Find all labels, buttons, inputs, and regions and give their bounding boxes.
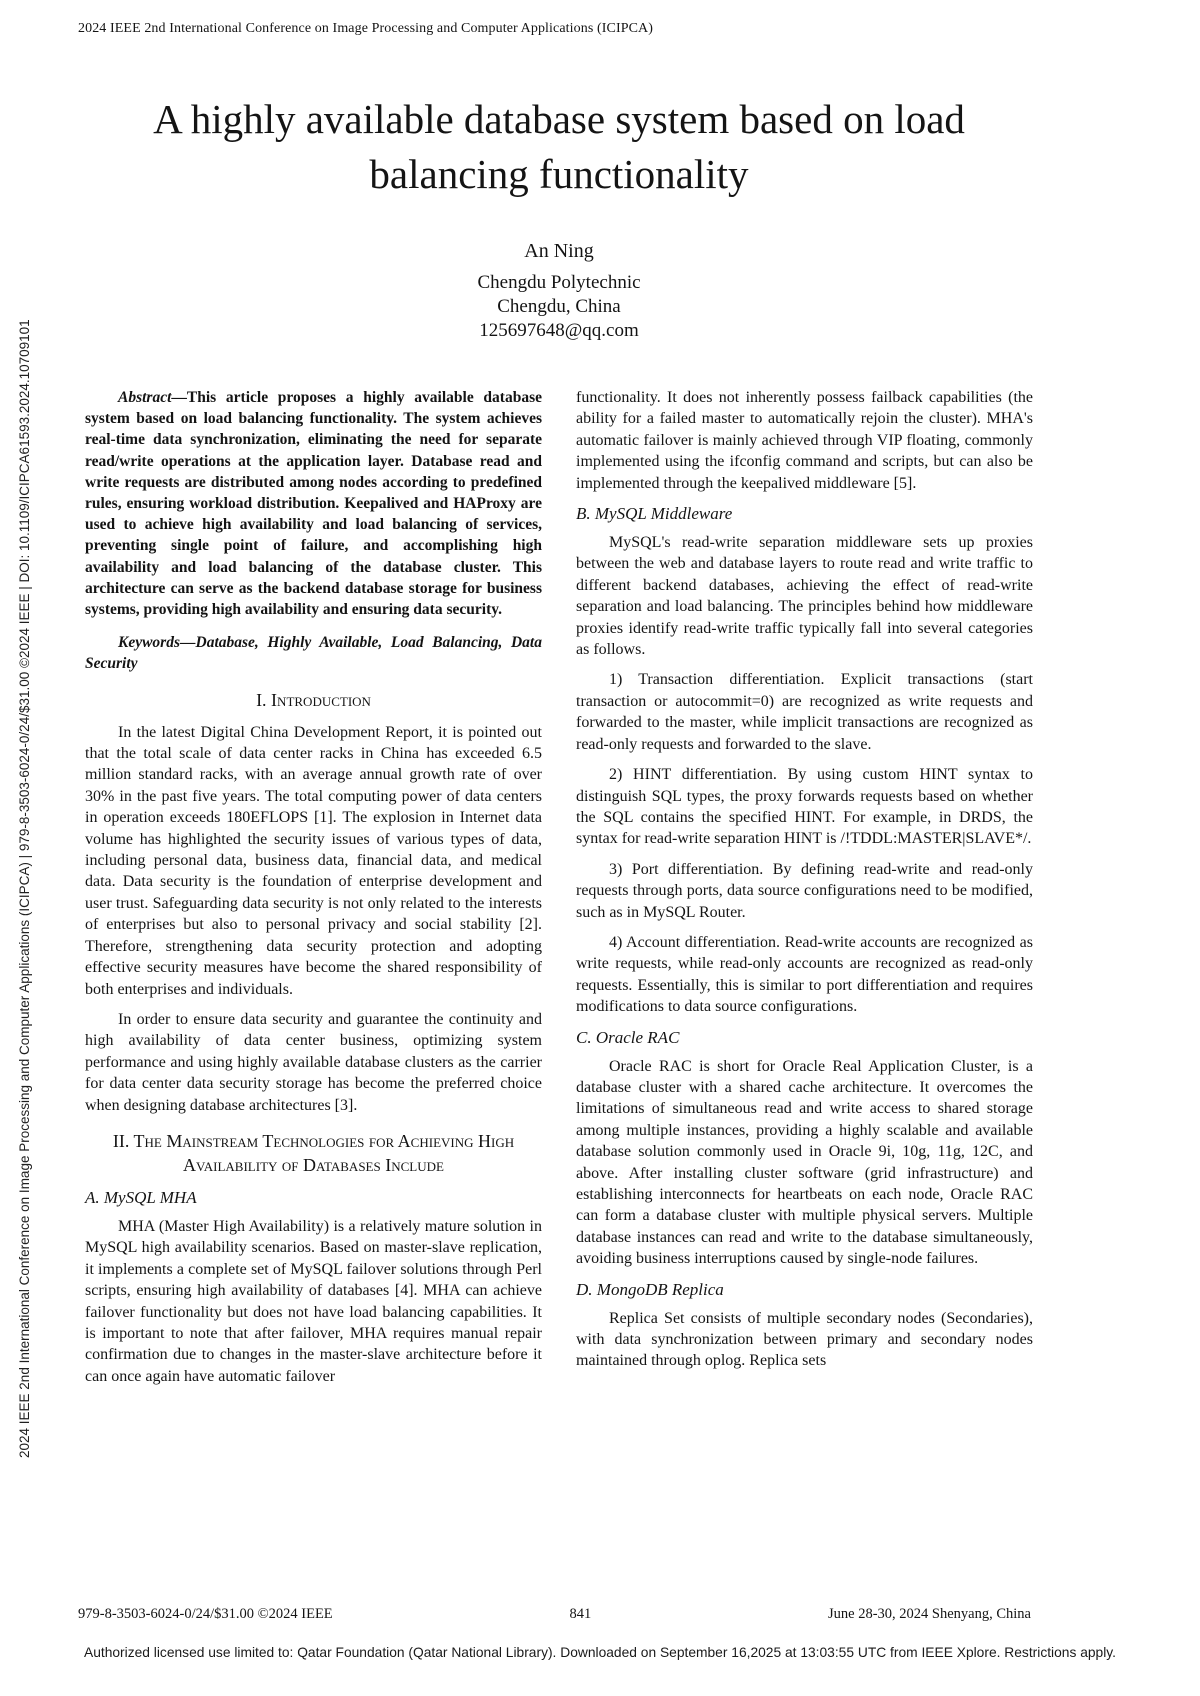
mysql-mha-paragraph: MHA (Master High Availability) is a relatively mature solution in MySQL high availability scenarios. Based on master-slave replication, it implements a complete set of MySQL failover solutions through Perl scripts, ensuring high availability of databases [4]. MHA can achieve failover functionality but does not have load balancing capabilities. It is important to note that after failover, MHA requires manual repair confirmation due to changes in the master-slave architecture before it can once again have automatic failover xyxy=(85,1217,542,1385)
subsection-heading-mongodb-replica: D. MongoDB Replica xyxy=(576,1279,724,1299)
keywords-text: —Database, Highly Available, Load Balancing, Data Security xyxy=(85,634,542,673)
paper-title-line2: balancing functionality xyxy=(369,151,749,197)
paper-title xyxy=(85,92,1033,202)
subsection-heading-oracle-rac: C. Oracle RAC xyxy=(576,1027,680,1047)
middleware-item-2: 2) HINT differentiation. By using custom HINT syntax to distinguish SQL types, the proxy forwards requests based on whether the SQL contains the specified HINT. For example, in DRDS, the syntax for read-write separation HINT is /!TDDL:MASTER|SLAVE*/. xyxy=(576,766,1033,848)
footer-page-number: 841 xyxy=(569,1606,592,1622)
oracle-rac-paragraph: Oracle RAC is short for Oracle Real Application Cluster, is a database cluster with a shared cache architecture. It overcomes the limitations of simultaneous read and write access to shared storage among multiple instances, providing a highly scalable and available database solution commonly used in Oracle 9i, 10g, 11g, 12C, and above. After installing cluster software (grid infrastructure) and establishing interconnects for heartbeats on each node, Oracle RAC can form a database cluster with multiple physical servers. Multiple database instances can read and write to the database simultaneously, avoiding business interruptions caused by single-node failures. xyxy=(576,1057,1033,1268)
author-email: 125697648@qq.com xyxy=(479,320,639,341)
author-name: An Ning xyxy=(524,240,594,262)
keywords-label: Keywords xyxy=(118,634,180,652)
subsection-heading-mysql-middleware: B. MySQL Middleware xyxy=(576,504,733,524)
left-column xyxy=(85,387,542,1396)
abstract-text: —This article proposes a highly available database system based on load balancing functionality. The system achieves real-time data synchronization, eliminating the need for separate read/write operations at the application layer. Database read and write requests are distributed among nodes according to predefined rules, ensuring workload distribution. Keepalived and HAProxy are used to achieve high availability and load balancing of services, preventing single point of failure, and accomplishing high availability and load balancing of the database cluster. This architecture can serve as the backend database storage for business systems, providing high availability and ensuring data security. xyxy=(85,389,542,619)
running-head: 2024 IEEE 2nd International Conference on Image Processing and Computer Applications (ICIPCA) xyxy=(78,21,654,36)
keywords-paragraph xyxy=(85,632,542,674)
subsection-heading-mysql-mha: A. MySQL MHA xyxy=(85,1187,197,1207)
right-column xyxy=(576,387,1033,1396)
author-block xyxy=(85,238,1033,343)
abstract-paragraph xyxy=(85,387,542,620)
section-heading-introduction: I. Introduction xyxy=(256,689,371,710)
footer-copyright: 979-8-3503-6024-0/24/$31.00 ©2024 IEEE xyxy=(78,1606,333,1622)
middleware-item-1: 1) Transaction differentiation. Explicit transactions (start transaction or autocommit=0) are recognized as write requests and forwarded to the master, while implicit transactions are recognized as read-only requests and forwarded to the slave. xyxy=(576,671,1033,753)
mysql-middleware-paragraph: MySQL's read-write separation middleware sets up proxies between the web and database layers to route read and write traffic to different backend databases, achieving the effect of read-write separation and load balancing. The principles behind how middleware proxies identify read-write traffic typically fall into several categories as follows. xyxy=(576,534,1033,659)
paper-body xyxy=(85,92,1033,1396)
intro-paragraph-2: In order to ensure data security and guarantee the continuity and high availability of data center business, optimizing system performance and using highly available database clusters as the carrier for data center data security storage has become the preferred choice when designing database architectures [3]. xyxy=(85,1010,542,1114)
author-location: Chengdu, China xyxy=(497,296,621,317)
footer xyxy=(78,1606,1031,1623)
section-heading-mainstream-line1: II. The Mainstream Technologies for Achieving High xyxy=(112,1130,515,1151)
section-heading-mainstream-line2: Availability of Databases Include xyxy=(183,1154,444,1175)
intro-paragraph-1: In the latest Digital China Development Report, it is pointed out that the total scale of data center racks in China has exceeded 6.5 million standard racks, with an average annual growth rate of over 30% in the past five years. The total computing power of data centers in operation exceeds 180EFLOPS [1]. The explosion in Internet data volume has highlighted the security issues of various types of data, including personal data, business data, financial data, and medical data. Data security is the foundation of enterprise development and user trust. Safeguarding data security is not only related to the interests of enterprises but also to personal privacy and social stability [2]. Therefore, strengthening data security protection and adopting effective security measures have become the shared responsibility of both enterprises and individuals. xyxy=(85,723,542,998)
middleware-item-3: 3) Port differentiation. By defining read-write and read-only requests through ports, data source configurations need to be modified, such as in MySQL Router. xyxy=(576,860,1033,921)
mysql-mha-paragraph-continued: functionality. It does not inherently possess failback capabilities (the ability for a failed master to automatically rejoin the cluster). MHA's automatic failover is mainly achieved through VIP floating, commonly implemented using the ifconfig command and scripts, but can also be implemented through the keepalived middleware [5]. xyxy=(576,389,1033,492)
paper-title-line1: A highly available database system based on load xyxy=(153,96,965,142)
abstract-label: Abstract xyxy=(118,389,172,406)
section-heading-mainstream xyxy=(85,1129,542,1177)
sidebar-doi-text: 2024 IEEE 2nd International Conference on Image Processing and Computer Applications (ICIPCA) | 979-8-3503-6024-0/24/$31.00 ©2024 IEEE | DOI: 10.1109/ICIPCA61593.2024.10709101 xyxy=(17,319,32,1458)
two-column-layout xyxy=(85,387,1033,1396)
mongodb-replica-paragraph: Replica Set consists of multiple secondary nodes (Secondaries), with data synchronization between primary and secondary nodes maintained through oplog. Replica sets xyxy=(576,1309,1033,1370)
license-notice: Authorized licensed use limited to: Qatar Foundation (Qatar National Library). Downloaded on September 16,2025 at 13:03:55 UTC from IEEE Xplore. Restrictions apply. xyxy=(84,1645,1116,1660)
footer-venue: June 28-30, 2024 Shenyang, China xyxy=(828,1606,1031,1622)
middleware-item-4: 4) Account differentiation. Read-write accounts are recognized as write requests, while read-only accounts are recognized as read-only requests. Essentially, this is similar to port differentiation and requires modifications to data source configurations. xyxy=(576,933,1033,1016)
author-affiliation: Chengdu Polytechnic xyxy=(477,272,641,293)
